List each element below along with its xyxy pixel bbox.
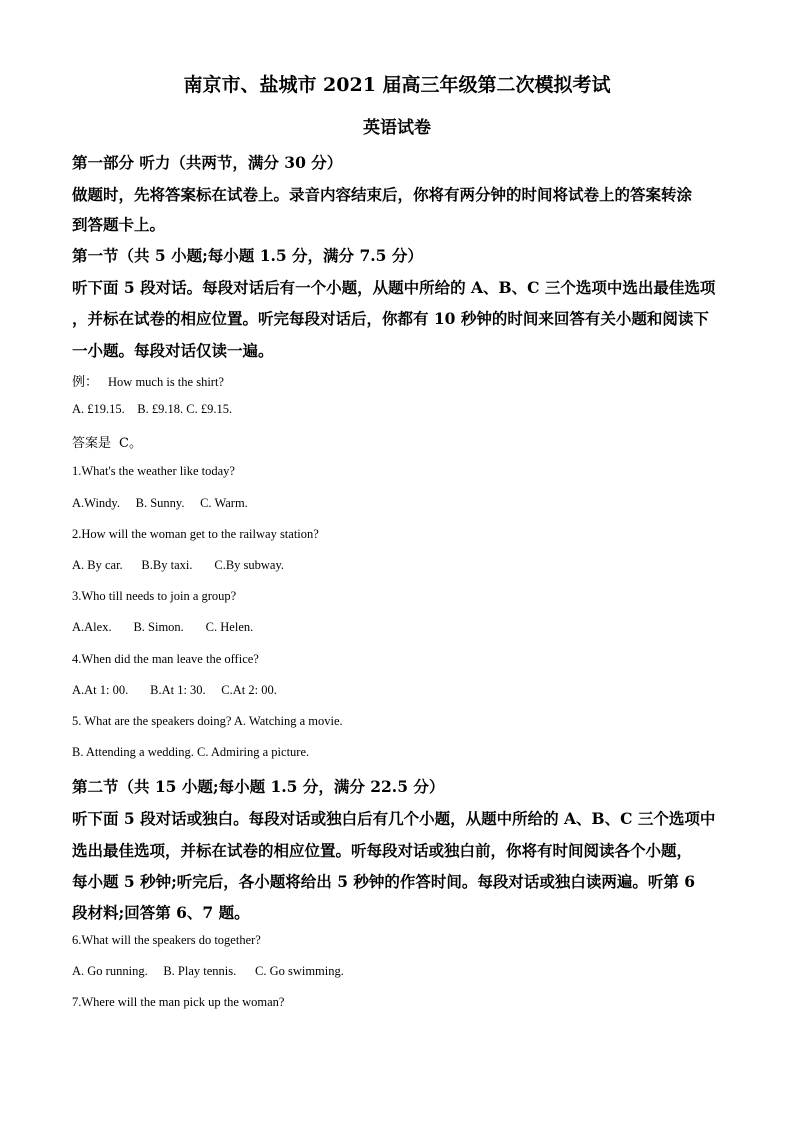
section1-intro-line-3: 一小题。每段对话仅读一遍。	[72, 341, 274, 360]
question-3-options: A.Alex. B. Simon. C. Helen.	[72, 620, 254, 634]
part1-intro-line-1: 做题时，先将答案标在试卷上。录音内容结束后，你将有两分钟的时间将试卷上的答案转涂	[72, 185, 693, 204]
section2-intro-line-2: 选出最佳选项，并标在试卷的相应位置。听每段对话或独白前，你将有时间阅读各个小题，	[72, 841, 693, 860]
section1-intro-line-2: ，并标在试卷的相应位置。听完每段对话后，你都有 10 秒钟的时间来回答有关小题和阅读下	[72, 309, 709, 328]
question-3: 3.Who till needs to join a group?	[72, 589, 237, 603]
question-1: 1.What's the weather like today?	[72, 464, 235, 478]
section2-heading: 第二节（共 15 小题;每小题 1.5 分，满分 22.5 分）	[72, 777, 445, 796]
question-1-options: A.Windy. B. Sunny. C. Warm.	[72, 496, 248, 510]
question-6: 6.What will the speakers do together?	[72, 933, 261, 947]
example-answer-label: 答案是	[72, 436, 112, 451]
example-question: How much is the shirt?	[108, 375, 224, 389]
section1-heading: 第一节（共 5 小题;每小题 1.5 分，满分 7.5 分）	[72, 246, 423, 265]
section2-intro-line-1: 听下面 5 段对话或独白。每段对话或独白后有几个小题，从题中所给的 A、B、C 三个选项中	[72, 809, 716, 828]
example-answer-line	[72, 432, 142, 452]
exam-subtitle: 英语试卷	[363, 118, 431, 138]
question-4: 4.When did the man leave the office?	[72, 652, 259, 666]
question-5: 5. What are the speakers doing? A. Watching a movie.	[72, 714, 343, 728]
section2-intro-line-4: 段材料;回答第 6、7 题。	[72, 903, 250, 922]
part1-intro-line-2: 到答题卡上。	[72, 215, 166, 234]
part1-heading: 第一部分 听力（共两节，满分 30 分）	[72, 153, 343, 172]
question-5-options: B. Attending a wedding. C. Admiring a picture.	[72, 745, 310, 759]
question-4-options: A.At 1: 00. B.At 1: 30. C.At 2: 00.	[72, 683, 277, 697]
section2-intro-line-3: 每小题 5 秒钟;听完后，各小题将给出 5 秒钟的作答时间。每段对话或独白读两遍。听第 6	[72, 872, 696, 891]
question-6-options: A. Go running. B. Play tennis. C. Go swimming.	[72, 964, 344, 978]
question-2-options: A. By car. B.By taxi. C.By subway.	[72, 558, 285, 572]
example-answer: C。	[119, 436, 142, 451]
exam-title: 南京市、盐城市 2021 届高三年级第二次模拟考试	[183, 74, 611, 96]
section1-intro-line-1: 听下面 5 段对话。每段对话后有一个小题，从题中所给的 A、B、C 三个选项中选出最佳选项	[72, 278, 716, 297]
example-question-line	[72, 371, 224, 391]
question-7: 7.Where will the man pick up the woman?	[72, 995, 285, 1009]
example-label: 例：	[72, 375, 99, 390]
example-options: A. £19.15. B. £9.18. C. £9.15.	[72, 402, 233, 416]
question-2: 2.How will the woman get to the railway station?	[72, 527, 319, 541]
